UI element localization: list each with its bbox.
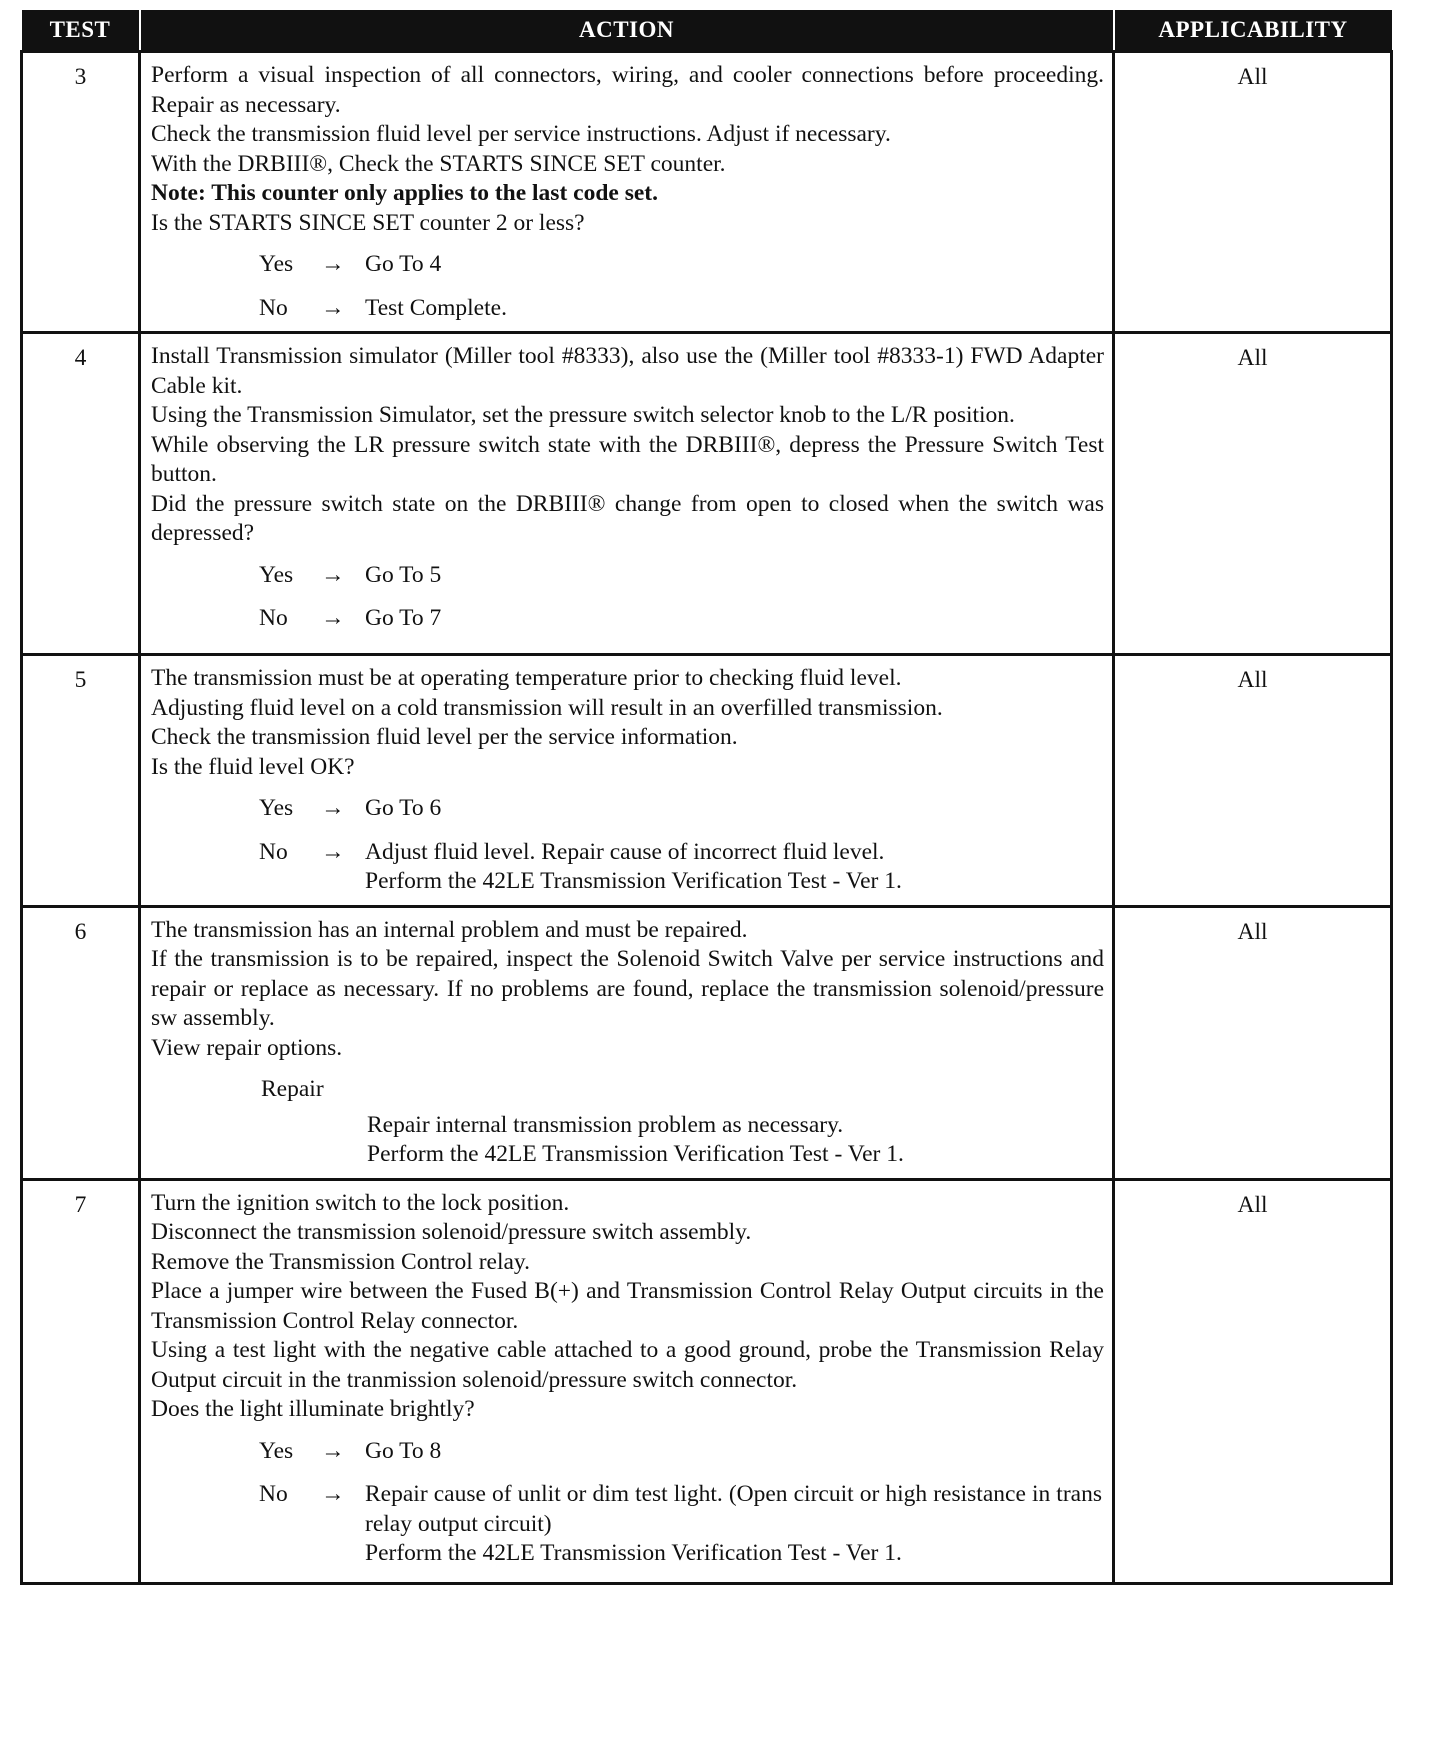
- decision-branch: [259, 1437, 1104, 1467]
- instruction-line: Adjusting fluid level on a cold transmission will result in an overfilled transmission.: [151, 694, 943, 721]
- table-row: [22, 906, 1392, 1179]
- applicability-cell: All: [1114, 333, 1392, 655]
- branch-result: [365, 294, 1104, 324]
- repair-line: Repair internal transmission problem as necessary.: [367, 1111, 844, 1138]
- branch-result: [365, 1437, 1104, 1467]
- repair-line: Perform the 42LE Transmission Verification Test - Ver 1.: [367, 1141, 904, 1167]
- instruction-line: Disconnect the transmission solenoid/pressure switch assembly.: [151, 1219, 752, 1245]
- test-number: 6: [22, 906, 140, 1179]
- decision-branch: [259, 794, 1104, 824]
- branch-result: [365, 838, 1104, 897]
- arrow-icon: →: [321, 294, 345, 321]
- table-row: [22, 1179, 1392, 1583]
- instruction-line: Using the Transmission Simulator, set the pressure switch selector knob to the L/R position.: [151, 402, 1015, 428]
- branch-result: [365, 794, 1104, 824]
- table-row: [22, 52, 1392, 333]
- arrow-icon: →: [321, 251, 345, 277]
- applicability-cell: All: [1114, 52, 1392, 333]
- branch-result: [365, 1480, 1104, 1569]
- arrow-icon: →: [321, 795, 345, 821]
- decision-branches: [151, 1437, 1104, 1569]
- result-line: Repair cause of unlit or dim test light. (Open circuit or high resistance in trans relay output circuit): [365, 1481, 1102, 1537]
- instruction-line: If the transmission is to be repaired, inspect the Solenoid Switch Valve per service instructions and repair or replace as necessary. If no problems are found, replace the transmission solenoid/pressure sw assembly.: [151, 946, 1104, 1031]
- branch-label: Yes: [259, 795, 294, 821]
- decision-branch: [259, 294, 1104, 324]
- repair-instructions: [151, 1111, 1104, 1170]
- applicability-cell: All: [1114, 906, 1392, 1179]
- result-line: Go To 5: [365, 561, 442, 588]
- arrow-icon: →: [321, 561, 345, 588]
- decision-branch: [259, 838, 1104, 897]
- instruction-line: Check the transmission fluid level per the service information.: [151, 724, 738, 750]
- branch-label: Yes: [259, 251, 294, 277]
- branch-result: [365, 604, 1104, 634]
- result-line: Go To 4: [365, 251, 442, 277]
- instruction-line: Turn the ignition switch to the lock position.: [151, 1189, 570, 1216]
- result-line: Adjust fluid level. Repair cause of incorrect fluid level.: [365, 838, 885, 865]
- instruction-line: Is the fluid level OK?: [151, 753, 355, 780]
- test-number: 4: [22, 333, 140, 655]
- branch-label: Yes: [259, 1437, 294, 1464]
- decision-branch: [259, 250, 1104, 280]
- action-cell: [140, 52, 1114, 333]
- table-row: [22, 333, 1392, 655]
- decision-branches: [151, 561, 1104, 634]
- branch-label: No: [259, 838, 288, 865]
- branch-label: No: [259, 294, 288, 321]
- instruction-line: View repair options.: [151, 1034, 343, 1061]
- decision-branch: [259, 1480, 1104, 1569]
- repair-label: Repair: [261, 1076, 324, 1102]
- diagnostic-test-table: [20, 10, 1390, 1585]
- instruction-line: Place a jumper wire between the Fused B(+) and Transmission Control Relay Output circuits in the Transmission Control Relay connector.: [151, 1278, 1104, 1334]
- branch-label: No: [259, 605, 288, 631]
- result-line: Perform the 42LE Transmission Verification Test - Ver 1.: [365, 1540, 902, 1566]
- branch-result: [365, 561, 1104, 591]
- result-line: Perform the 42LE Transmission Verification Test - Ver 1.: [365, 868, 902, 894]
- instruction-line: Remove the Transmission Control relay.: [151, 1248, 531, 1275]
- header-test: TEST: [22, 10, 140, 52]
- applicability-cell: All: [1114, 655, 1392, 907]
- table-header-row: [22, 10, 1392, 52]
- branch-label: No: [259, 1481, 288, 1507]
- result-line: Go To 6: [365, 795, 442, 821]
- instruction-line: With the DRBIII®, Check the STARTS SINCE SET counter.: [151, 150, 726, 177]
- branch-label: Yes: [259, 561, 294, 588]
- action-cell: [140, 906, 1114, 1179]
- header-applicability: APPLICABILITY: [1114, 10, 1392, 52]
- instruction-line: Check the transmission fluid level per service instructions. Adjust if necessary.: [151, 121, 891, 147]
- instruction-line: Is the STARTS SINCE SET counter 2 or less?: [151, 209, 585, 236]
- applicability-cell: All: [1114, 1179, 1392, 1583]
- instruction-line: While observing the LR pressure switch state with the DRBIII®, depress the Pressure Switch Test button.: [151, 431, 1104, 487]
- instruction-line: Note: This counter only applies to the last code set.: [151, 180, 658, 206]
- test-number: 7: [22, 1179, 140, 1583]
- test-number: 5: [22, 655, 140, 907]
- instruction-line: Perform a visual inspection of all connectors, wiring, and cooler connections before proceeding. Repair as necessary.: [151, 62, 1104, 118]
- instruction-line: Install Transmission simulator (Miller tool #8333), also use the (Miller tool #8333-1) FWD Adapter Cable kit.: [151, 343, 1104, 399]
- header-action: ACTION: [140, 10, 1114, 52]
- decision-branch: [259, 604, 1104, 634]
- arrow-icon: →: [321, 1481, 345, 1507]
- instruction-line: Did the pressure switch state on the DRBIII® change from open to closed when the switch was depressed?: [151, 490, 1104, 546]
- action-cell: [140, 333, 1114, 655]
- decision-branches: [151, 794, 1104, 897]
- instruction-line: The transmission has an internal problem and must be repaired.: [151, 916, 748, 943]
- arrow-icon: →: [321, 605, 345, 631]
- decision-branch: [259, 561, 1104, 591]
- test-number: 3: [22, 52, 140, 333]
- arrow-icon: →: [321, 1437, 345, 1464]
- instruction-line: Using a test light with the negative cable attached to a good ground, probe the Transmission Relay Output circuit in the tranmission solenoid/pressure switch connector.: [151, 1337, 1104, 1393]
- result-line: Test Complete.: [365, 294, 507, 321]
- action-cell: [140, 1179, 1114, 1583]
- result-line: Go To 8: [365, 1437, 442, 1464]
- action-cell: [140, 655, 1114, 907]
- instruction-line: The transmission must be at operating temperature prior to checking fluid level.: [151, 665, 902, 691]
- result-line: Go To 7: [365, 605, 442, 631]
- table-row: [22, 655, 1392, 907]
- instruction-line: Does the light illuminate brightly?: [151, 1396, 475, 1422]
- branch-result: [365, 250, 1104, 280]
- decision-branches: [151, 250, 1104, 323]
- arrow-icon: →: [321, 838, 345, 865]
